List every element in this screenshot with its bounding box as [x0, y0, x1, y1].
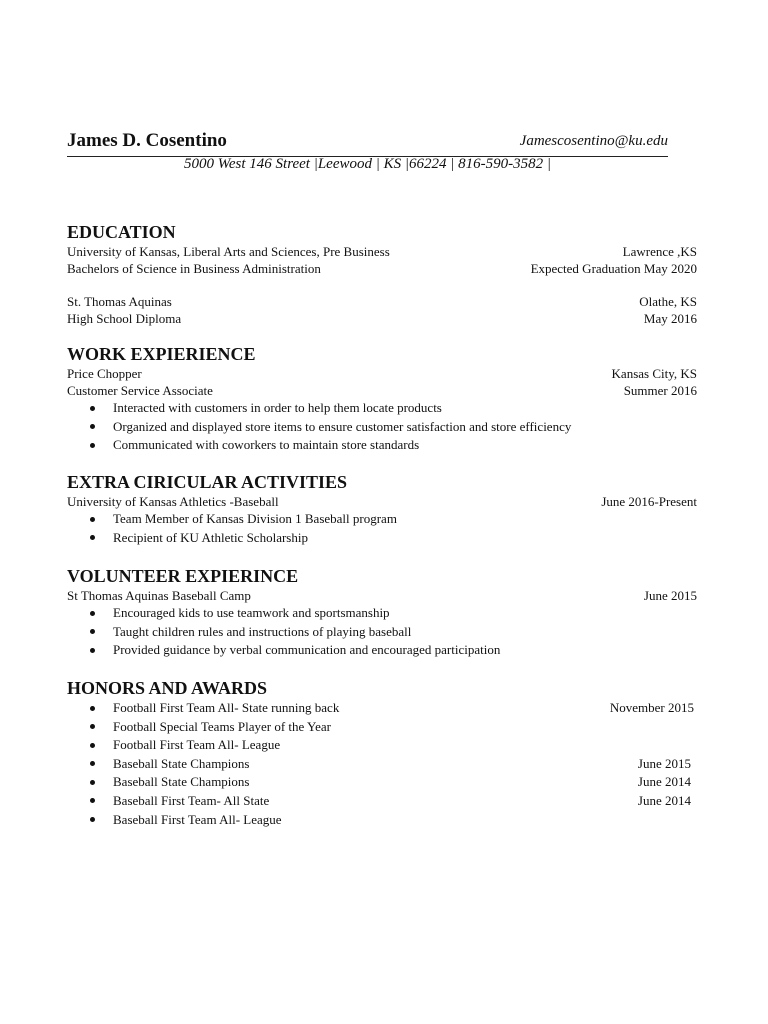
list-item — [67, 623, 697, 642]
graduation-date: May 2016 — [643, 311, 697, 326]
education-row — [67, 293, 697, 310]
job-dates: Summer 2016 — [623, 383, 697, 398]
school-location: Olathe, KS — [639, 294, 697, 309]
school-name: University of Kansas, Liberal Arts and Sciences, Pre Business — [67, 244, 390, 259]
list-item — [67, 755, 694, 774]
candidate-name: James D. Cosentino — [67, 130, 227, 151]
award-date: June 2014 — [637, 774, 691, 790]
volunteer-dates: June 2015 — [643, 588, 697, 603]
volunteer-bullets — [67, 604, 697, 660]
school-name: St. Thomas Aquinas — [67, 294, 172, 309]
list-item — [67, 529, 697, 548]
list-item — [67, 773, 694, 792]
graduation-date: Expected Graduation May 2020 — [530, 261, 697, 276]
list-item — [67, 792, 694, 811]
education-row — [67, 260, 697, 277]
extracurricular-bullets — [67, 510, 697, 547]
bullet-text: Interacted with customers in order to help them locate products — [113, 400, 442, 415]
award-text: Baseball First Team All- League — [113, 811, 282, 827]
bullet-icon — [90, 817, 95, 822]
bullet-text: Organized and displayed store items to ensure customer satisfaction and store efficiency — [113, 418, 572, 434]
bullet-icon — [90, 724, 95, 729]
list-item — [67, 736, 694, 755]
bullet-icon — [90, 535, 95, 540]
volunteer-title: VOLUNTEER EXPIERINCE — [67, 566, 299, 586]
extracurricular-section — [67, 471, 697, 547]
list-item — [67, 718, 694, 737]
list-item — [67, 510, 697, 529]
bullet-icon — [90, 780, 95, 785]
award-text: Baseball State Champions — [113, 755, 250, 771]
list-item — [67, 641, 697, 660]
activity-row — [67, 493, 697, 510]
education-title: EDUCATION — [67, 222, 176, 242]
bullet-text: Taught children rules and instructions of playing baseball — [113, 623, 412, 639]
bullet-icon — [90, 648, 95, 653]
honors-bullets — [67, 699, 694, 829]
education-row — [67, 310, 697, 327]
award-text: Baseball First Team- All State — [113, 792, 270, 808]
extracurricular-title: EXTRA CIRICULAR ACTIVITIES — [67, 472, 348, 492]
bullet-icon — [90, 706, 95, 711]
work-row — [67, 382, 697, 399]
bullet-icon — [90, 798, 95, 803]
employer-location: Kansas City, KS — [611, 366, 697, 381]
bullet-icon — [90, 629, 95, 634]
work-title: WORK EXPIERIENCE — [67, 344, 256, 364]
award-text: Baseball State Champions — [113, 774, 250, 790]
award-text: Football First Team All- League — [113, 737, 281, 753]
honors-title: HONORS AND AWARDS — [67, 678, 268, 698]
list-item — [67, 811, 694, 830]
bullet-icon — [90, 743, 95, 748]
list-item — [67, 436, 697, 455]
spacer — [67, 277, 697, 293]
work-section — [67, 343, 697, 455]
bullet-text: Team Member of Kansas Division 1 Baseball program — [113, 511, 397, 526]
bullet-icon — [90, 761, 95, 766]
education-row — [67, 243, 697, 260]
bullet-icon — [90, 517, 95, 522]
employer-name: Price Chopper — [67, 366, 142, 381]
bullet-text: Communicated with coworkers to maintain store standards — [113, 437, 420, 453]
degree-name: High School Diploma — [67, 311, 182, 326]
award-date: November 2015 — [609, 700, 694, 715]
school-location: Lawrence ,KS — [622, 244, 697, 259]
resume-header — [67, 130, 668, 157]
work-row — [67, 365, 697, 382]
volunteer-section — [67, 565, 697, 660]
activity-name: University of Kansas Athletics -Baseball — [67, 494, 279, 509]
bullet-icon — [90, 443, 95, 448]
award-date: June 2015 — [637, 755, 691, 771]
bullet-text: Encouraged kids to use teamwork and sportsmanship — [113, 605, 390, 620]
activity-dates: June 2016-Present — [601, 494, 697, 509]
contact-line: 5000 West 146 Street |Leewood | KS |66224 | 816-590-3582 | — [184, 156, 551, 172]
education-section — [67, 221, 697, 327]
work-bullets — [67, 399, 697, 455]
volunteer-org: St Thomas Aquinas Baseball Camp — [67, 588, 251, 603]
list-item — [67, 399, 697, 418]
list-item — [67, 699, 694, 718]
list-item — [67, 418, 697, 437]
award-text: Football Special Teams Player of the Year — [113, 718, 332, 734]
bullet-text: Provided guidance by verbal communication and encouraged participation — [113, 642, 501, 658]
bullet-text: Recipient of KU Athletic Scholarship — [113, 529, 308, 545]
bullet-icon — [90, 611, 95, 616]
candidate-email[interactable]: Jamescosentino@ku.edu — [519, 133, 668, 149]
volunteer-row — [67, 587, 697, 604]
list-item — [67, 604, 697, 623]
bullet-icon — [90, 424, 95, 429]
degree-name: Bachelors of Science in Business Administration — [67, 261, 321, 276]
job-title: Customer Service Associate — [67, 383, 213, 398]
award-text: Football First Team All- State running back — [113, 700, 340, 715]
honors-section — [67, 677, 694, 829]
bullet-icon — [90, 406, 95, 411]
award-date: June 2014 — [637, 792, 691, 808]
